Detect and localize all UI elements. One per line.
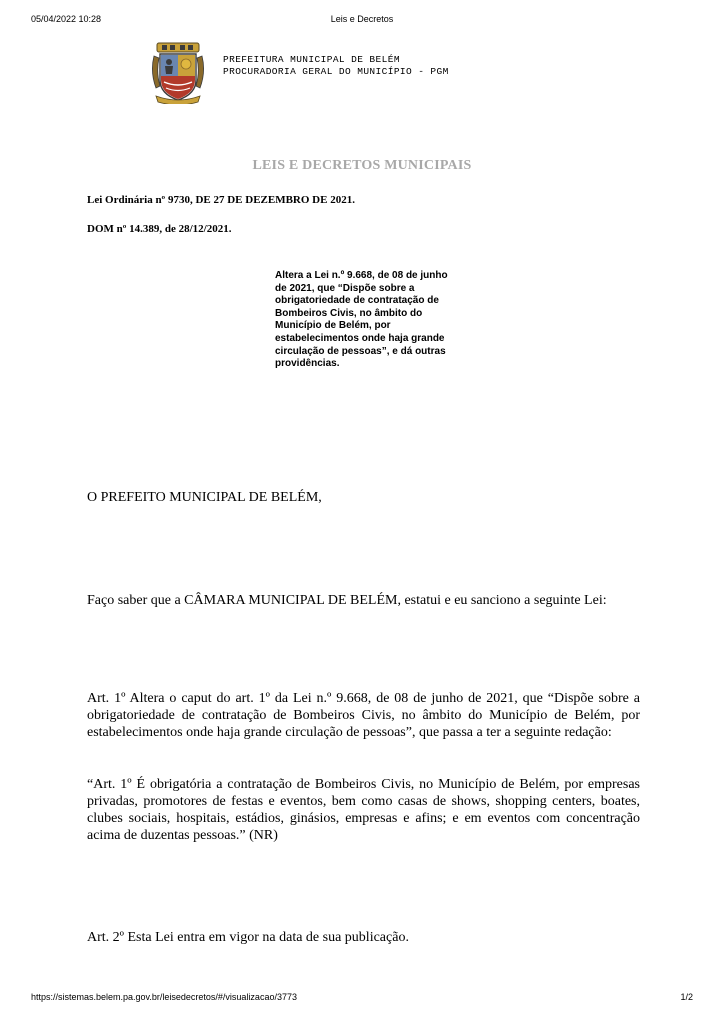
page-number: 1/2: [680, 992, 693, 1002]
print-datetime: 05/04/2022 10:28: [31, 14, 102, 24]
crest-icon: [150, 42, 206, 104]
print-page-title: Leis e Decretos: [330, 14, 394, 24]
article-1-new-wording: “Art. 1º É obrigatória a contratação de Bombeiros Civis, no Município de Belém, por empresas privadas, promotores de festas e eventos, bem como casas de shows, shopping centers, boates, clubes sociais, hospitais, estádios, ginásios, empresas e afins; e em eventos com concentração acima de duzentas pessoas.” (NR): [87, 777, 640, 843]
print-url: https://sistemas.belem.pa.gov.br/leisedecretos/#/visualizacao/3773: [31, 992, 297, 1002]
organization-name: PREFEITURA MUNICIPAL DE BELÉM: [223, 54, 400, 65]
enactment-clause: Faço saber que a CÂMARA MUNICIPAL DE BELÉM, estatui e eu sanciono a seguinte Lei:: [87, 593, 607, 608]
print-footer: [0, 992, 724, 1012]
organization-header: [223, 54, 449, 78]
article-2: Art. 2º Esta Lei entra em vigor na data de sua publicação.: [87, 930, 409, 945]
law-number: Lei Ordinária nº 9730, DE 27 DE DEZEMBRO DE 2021.: [87, 194, 355, 206]
section-title: LEIS E DECRETOS MUNICIPAIS: [252, 158, 472, 173]
mayor-heading: O PREFEITO MUNICIPAL DE BELÉM,: [87, 490, 322, 505]
organization-department: PROCURADORIA GERAL DO MUNICÍPIO - PGM: [223, 66, 449, 77]
law-summary: Altera a Lei n.º 9.668, de 08 de junho de 2021, que “Dispõe sobre a obrigatoriedade de contratação de Bombeiros Civis, no âmbito do Município de Belém, por estabelecimentos onde haja grande circulação de pessoas”, e dá outras providências.: [275, 270, 448, 370]
print-header: [0, 14, 724, 34]
article-1: Art. 1º Altera o caput do art. 1º da Lei n.º 9.668, de 08 de junho de 2021, que “Dispõe sobre a obrigatoriedade de contratação de Bombeiros Civis, no âmbito do Município de Belém, por estabelecimentos onde haja grande circulação de pessoas”, que passa a ter a seguinte redação:: [87, 691, 640, 740]
dom-reference: DOM nº 14.389, de 28/12/2021.: [87, 223, 232, 235]
